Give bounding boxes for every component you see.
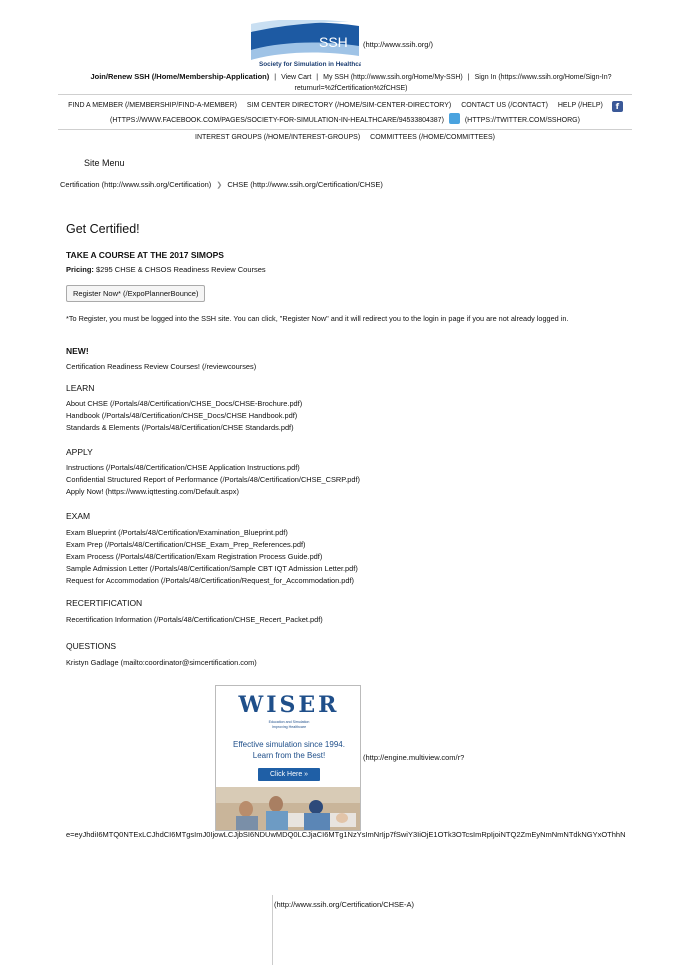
chevron-right-icon: ❯ (216, 182, 223, 189)
my-ssh-link[interactable]: My SSH (http://www.ssih.org/Home/My-SSH) (323, 74, 463, 81)
ad-click-here-button[interactable]: Click Here » (258, 768, 320, 781)
learn-link-about[interactable]: About CHSE (/Portals/48/Certification/CHSE_Docs/CHSE-Brochure.pdf) (66, 399, 303, 408)
wiser-brand-sub: Education and Simulation (268, 720, 310, 724)
recertification-heading: RECERTIFICATION (66, 598, 143, 608)
review-courses-link[interactable]: Certification Readiness Review Courses! (/reviewcourses) (66, 362, 257, 371)
register-note: *To Register, you must be logged into the SSH site. You can click, "Register Now" and it will redirect you to the login in page if you are not already logged in. (66, 314, 569, 323)
register-now-button[interactable]: Register Now* (/ExpoPlannerBounce) (66, 285, 205, 302)
exam-link-accommodation[interactable]: Request for Accommodation (/Portals/48/Certification/Request_for_Accommodation.pdf) (66, 576, 354, 585)
divider (272, 895, 273, 965)
pricing-label: Pricing: (66, 265, 94, 274)
apply-heading: APPLY (66, 447, 93, 457)
facebook-icon[interactable]: f (612, 101, 623, 112)
apply-links (66, 462, 360, 498)
account-bar: Join/Renew SSH (/Home/Membership-Application) | View Cart | My SSH (http://www.ssih.org/Home/My-SSH) | Sign In (https://www.ssih.org/Home/Sign-In?returnurl=%2fCertification%2fCHSE) (90, 72, 612, 92)
view-cart-link[interactable]: View Cart (281, 74, 312, 81)
wiser-brand-sub2: Improving Healthcare (271, 725, 307, 729)
committees-link[interactable]: COMMITTEES (/HOME/COMMITTEES) (370, 134, 495, 141)
exam-link-process[interactable]: Exam Process (/Portals/48/Certification/Exam Registration Process Guide.pdf) (66, 552, 323, 561)
exam-link-admission-letter[interactable]: Sample Admission Letter (/Portals/48/Certification/Sample CBT IQT Admission Letter.pdf) (66, 564, 358, 573)
ad-tagline-1: Effective simulation since 1994. (233, 740, 345, 749)
pricing (66, 265, 266, 274)
divider (58, 94, 632, 95)
twitter-icon[interactable] (449, 113, 460, 124)
chse-a-link[interactable]: (http://www.ssih.org/Certification/CHSE-A) (274, 900, 415, 909)
divider (58, 129, 632, 130)
twitter-link[interactable]: (HTTPS://TWITTER.COM/SSHORG) (464, 117, 580, 124)
logo-subtitle: Society for Simulation in Healthcare (259, 61, 361, 68)
join-renew-link[interactable]: Join/Renew SSH (/Home/Membership-Application) (90, 72, 270, 81)
contact-link[interactable]: CONTACT US (/CONTACT) (461, 102, 548, 109)
logo-wordmark: SSH (319, 34, 348, 50)
exam-links (66, 527, 358, 587)
exam-link-prep[interactable]: Exam Prep (/Portals/48/Certification/CHSE_Exam_Prep_References.pdf) (66, 540, 306, 549)
course-heading: TAKE A COURSE AT THE 2017 SIMOPS (66, 250, 224, 260)
learn-heading: LEARN (66, 383, 95, 393)
pricing-text: $295 CHSE & CHSOS Readiness Review Courses (96, 265, 266, 274)
learn-link-standards[interactable]: Standards & Elements (/Portals/48/Certification/CHSE Standards.pdf) (66, 423, 294, 432)
recertification-link[interactable]: Recertification Information (/Portals/48/Certification/CHSE_Recert_Packet.pdf) (66, 615, 323, 624)
ad-tagline-2: Learn from the Best! (252, 751, 326, 760)
breadcrumb-chse[interactable]: CHSE (http://www.ssih.org/Certification/CHSE) (227, 180, 383, 189)
breadcrumb (60, 180, 383, 189)
contact-email-link[interactable]: Kristyn Gadlage (mailto:coordinator@simcertification.com) (66, 658, 257, 667)
exam-heading: EXAM (66, 511, 91, 521)
apply-link-csrp[interactable]: Confidential Structured Report of Performance (/Portals/48/Certification/CHSE_CSRP.pdf) (66, 475, 360, 484)
sign-in-link[interactable]: Sign In (https://www.ssih.org/Home/Sign-In?returnurl=%2fCertification%2fCHSE) (294, 74, 612, 92)
ssh-logo[interactable] (249, 20, 361, 68)
learn-link-handbook[interactable]: Handbook (/Portals/48/Certification/CHSE_Docs/CHSE Handbook.pdf) (66, 411, 298, 420)
ad-link-url[interactable]: (http://engine.multiview.com/r? (363, 753, 465, 762)
wiser-ad-banner[interactable] (215, 685, 361, 831)
facebook-link[interactable]: (HTTPS://WWW.FACEBOOK.COM/PAGES/SOCIETY-FOR-SIMULATION-IN-HEALTHCARE/94533804387) (110, 117, 444, 124)
learn-links (66, 398, 302, 434)
new-heading: NEW! (66, 346, 89, 356)
exam-link-blueprint[interactable]: Exam Blueprint (/Portals/48/Certification/Examination_Blueprint.pdf) (66, 528, 288, 537)
logo-link-url[interactable]: (http://www.ssih.org/) (363, 40, 434, 49)
find-member-link[interactable]: FIND A MEMBER (/MEMBERSHIP/FIND-A-MEMBER) (68, 102, 237, 109)
apply-link-instructions[interactable]: Instructions (/Portals/48/Certification/CHSE Application Instructions.pdf) (66, 463, 300, 472)
wiser-brand: WISER (238, 692, 340, 718)
ad-link-query[interactable]: e=eyJhdiI6MTQ0NTExLCJhdCI6MTgsImJ0IjowLCJjbSI6NDUwMDQ0LCJjaCI6MTg1NzYsImNrIjp7fSwiY3IiOjE1OTk3OTcsImRpIjoiNTQ2ZmEyNmNmNTdkNGYxOThhN (66, 830, 626, 839)
site-menu-toggle[interactable]: Site Menu (84, 158, 125, 168)
ssh-logo-graphic (249, 20, 361, 68)
sim-center-link[interactable]: SIM CENTER DIRECTORY (/HOME/SIM-CENTER-DIRECTORY) (246, 102, 452, 109)
page-title: Get Certified! (66, 222, 140, 236)
breadcrumb-certification[interactable]: Certification (http://www.ssih.org/Certification) (60, 180, 212, 189)
wiser-logo (216, 686, 361, 736)
help-link[interactable]: HELP (/HELP) (557, 102, 603, 109)
secondary-nav (60, 134, 630, 141)
questions-heading: QUESTIONS (66, 641, 117, 651)
apply-link-apply-now[interactable]: Apply Now! (https://www.iqttesting.com/Default.aspx) (66, 487, 239, 496)
top-nav (60, 98, 630, 128)
ad-photo-image (216, 787, 361, 831)
interest-groups-link[interactable]: INTEREST GROUPS (/HOME/INTEREST-GROUPS) (195, 134, 361, 141)
